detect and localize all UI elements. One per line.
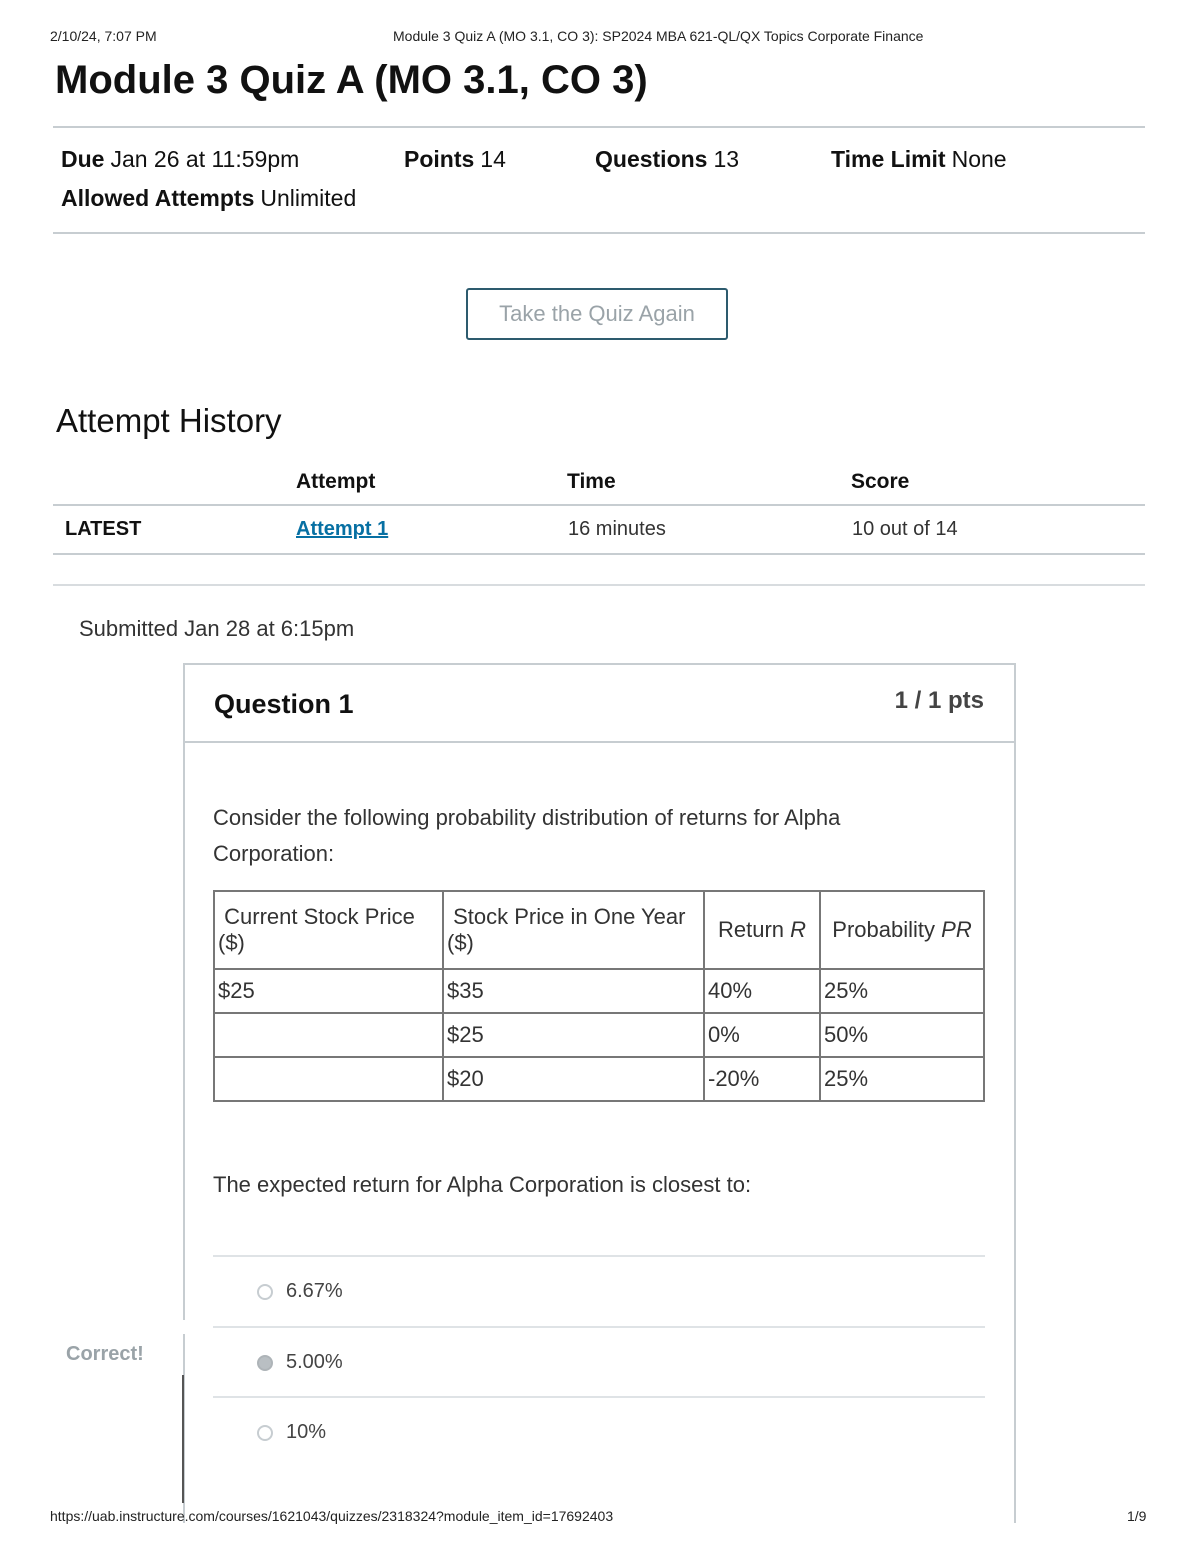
radio-button-selected[interactable] [257,1355,273,1371]
allowed-attempts-label: Allowed Attempts [61,185,255,211]
table-header-probability-var: PR [941,917,972,942]
attempt-1-link[interactable]: Attempt 1 [296,518,389,540]
attempt-score: 10 out of 14 [852,518,958,540]
table-cell: -20% [704,1057,820,1101]
answer-text: 5.00% [286,1351,343,1373]
print-url: https://uab.instructure.com/courses/1621043/quizzes/2318324?module_item_id=17692403 [50,1508,614,1524]
table-row [214,1057,984,1101]
table-cell: 25% [820,969,984,1013]
questions-value: 13 [713,146,740,172]
print-page-title: Module 3 Quiz A (MO 3.1, CO 3): SP2024 MBA 621-QL/QX Topics Corporate Finance [393,28,924,44]
question-prompt: The expected return for Alpha Corporation is closest to: [213,1172,752,1197]
divider [53,584,1145,586]
table-cell: 0% [704,1013,820,1057]
answer-text: 6.67% [286,1280,343,1302]
submitted-timestamp: Submitted Jan 28 at 6:15pm [79,616,355,641]
answer-option[interactable] [257,1280,343,1303]
table-cell [214,1013,443,1057]
take-quiz-again-button[interactable]: Take the Quiz Again [466,288,728,340]
answer-divider [213,1255,985,1257]
table-cell: $25 [214,969,443,1013]
divider [53,553,1145,555]
due-info [61,146,299,173]
answer-option[interactable] [257,1421,326,1444]
table-cell: 40% [704,969,820,1013]
latest-tag: LATEST [65,518,142,540]
table-cell: $25 [443,1013,704,1057]
page-title: Module 3 Quiz A (MO 3.1, CO 3) [55,58,648,102]
table-row [214,1013,984,1057]
table-cell: 50% [820,1013,984,1057]
allowed-attempts-value: Unlimited [260,185,357,211]
table-header-probability-text: Probability [832,917,942,942]
table-header-current-price-text: Current Stock Price ($) [218,904,415,955]
answer-text: 10% [286,1421,327,1443]
points-info [404,146,506,173]
table-header-current-price [214,891,443,969]
table-cell: 25% [820,1057,984,1101]
table-cell: $20 [443,1057,704,1101]
correct-marker-gap [182,1320,186,1334]
answer-divider [213,1326,985,1328]
score-column-header: Score [851,470,910,493]
table-cell [214,1057,443,1101]
questions-info [595,146,739,173]
answer-divider [213,1396,985,1398]
points-label: Points [404,146,475,172]
print-page-number: 1/9 [1127,1508,1147,1524]
allowed-attempts-info [61,185,356,212]
radio-button[interactable] [257,1284,273,1300]
attempt-column-header: Attempt [296,470,376,493]
probability-distribution-table [213,890,985,1102]
table-header-return [704,891,820,969]
radio-button[interactable] [257,1425,273,1441]
attempt-time: 16 minutes [568,518,666,540]
divider [53,126,1145,128]
table-row [214,969,984,1013]
question-title: Question 1 [214,689,354,719]
table-header-future-price [443,891,704,969]
table-header-return-text: Return [717,917,791,942]
divider [53,232,1145,234]
due-label: Due [61,146,105,172]
question-points: 1 / 1 pts [894,687,984,714]
points-value: 14 [480,146,506,172]
attempt-history-title: Attempt History [56,402,282,439]
due-value: Jan 26 at 11:59pm [110,146,300,172]
history-header-divider [53,504,1145,506]
question-intro: Consider the following probability distribution of returns for Alpha Corporation: [213,805,841,866]
time-column-header: Time [567,470,616,493]
questions-label: Questions [595,146,708,172]
table-header-probability [820,891,984,969]
table-header-return-var: R [790,917,807,942]
time-limit-info [831,146,1007,173]
correct-answer-label: Correct! [66,1343,144,1365]
table-cell: $35 [443,969,704,1013]
time-limit-value: None [951,146,1007,172]
time-limit-label: Time Limit [831,146,946,172]
table-header-future-price-text: Stock Price in One Year ($) [447,904,686,955]
table-header-row [214,891,984,969]
answer-option-selected[interactable] [257,1351,343,1374]
question-header [185,665,1014,743]
print-datetime: 2/10/24, 7:07 PM [50,28,157,44]
question-left-border [182,1375,184,1503]
